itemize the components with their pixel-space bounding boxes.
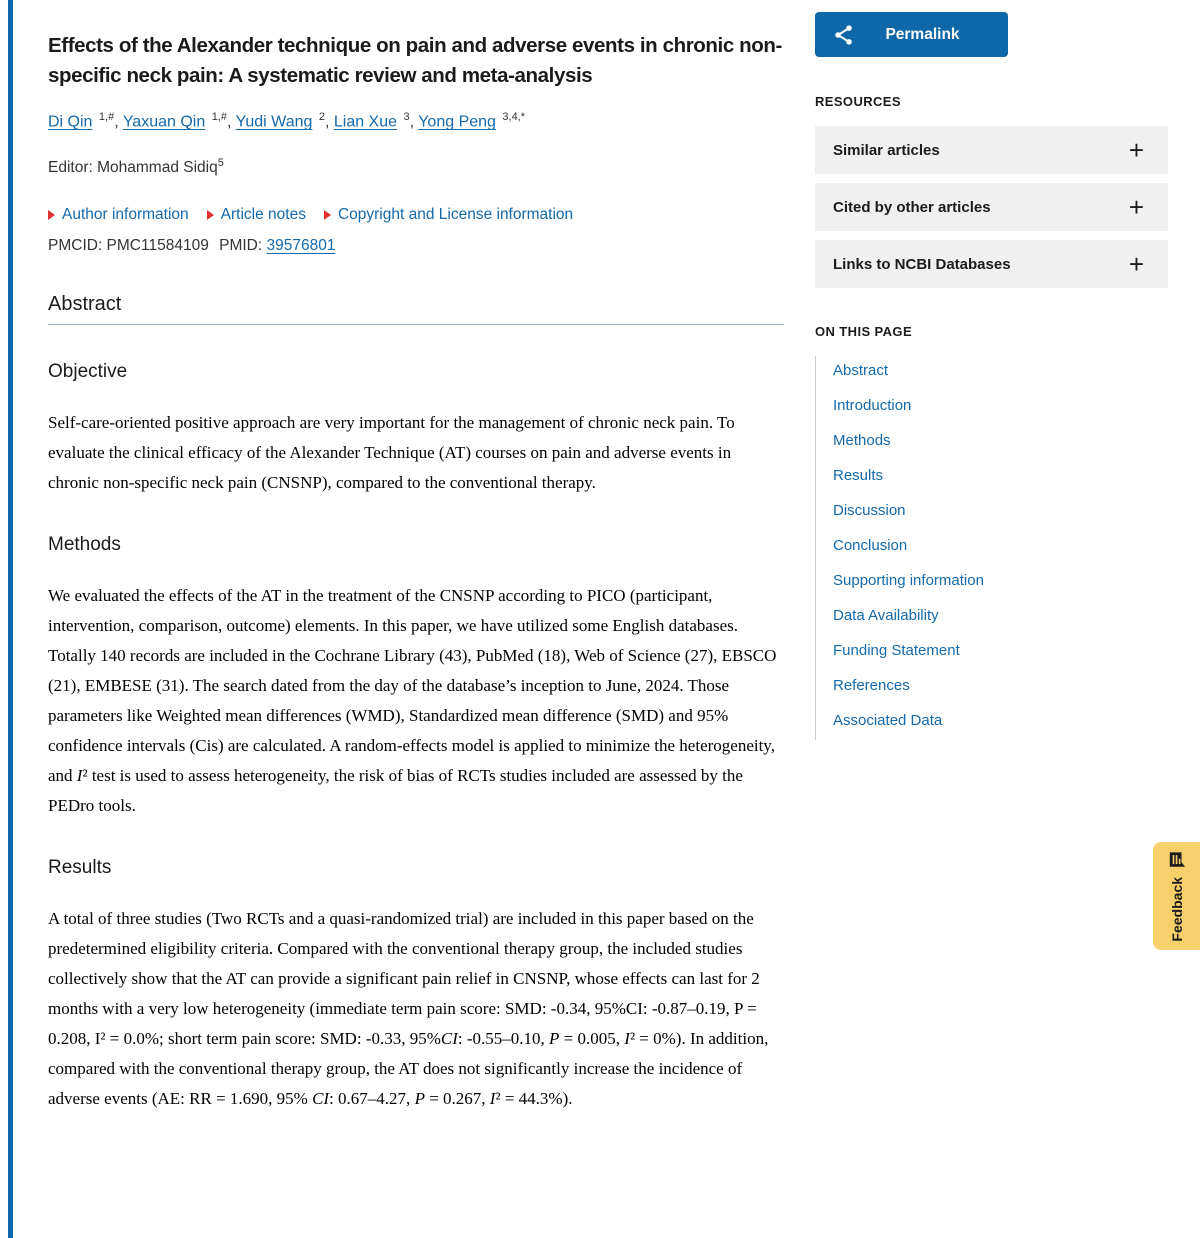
italic-text: P <box>414 1089 425 1109</box>
section-paragraph <box>48 904 784 1114</box>
nav-item <box>833 502 1168 520</box>
article-ids-line <box>48 237 784 255</box>
nav-item <box>833 677 1168 695</box>
nav-link-introduction[interactable]: Introduction <box>833 397 912 414</box>
expand-arrow-icon <box>207 210 214 220</box>
nav-item <box>833 712 1168 730</box>
pmcid-value: PMCID: PMC11584109 <box>48 237 209 255</box>
author-superscript: 3 <box>403 111 410 123</box>
abstract-heading: Abstract <box>48 293 784 325</box>
accordion-similar-articles[interactable] <box>815 126 1168 174</box>
text-run: : -0.55–0.10, <box>457 1029 550 1049</box>
author-link[interactable]: Yudi Wang <box>235 113 313 131</box>
author-link[interactable]: Lian Xue <box>333 113 398 131</box>
on-this-page-heading: ON THIS PAGE <box>815 324 913 339</box>
share-icon <box>833 24 855 46</box>
italic-text: I <box>489 1089 496 1109</box>
plus-icon: + <box>1128 249 1144 279</box>
meta-link <box>207 206 306 224</box>
nav-link-references[interactable]: References <box>833 677 910 694</box>
pmid-label: PMID: <box>219 237 263 255</box>
nav-link-associated-data[interactable]: Associated Data <box>833 712 943 729</box>
author-link[interactable]: Yaxuan Qin <box>122 113 206 131</box>
nav-item <box>833 397 1168 415</box>
abstract-sections <box>48 361 784 1114</box>
page-title: Effects of the Alexander technique on pain and adverse events in chronic non-specific neck pain: A systematic review and meta-analysis <box>48 34 782 87</box>
text-run: Self-care-oriented positive approach are very important for the management of chronic neck pain. To evaluate the clinical efficacy of the Alexander Technique (AT) courses on pain and adverse events in chronic non-specific neck pain (CNSNP), compared to the conventional therapy. <box>48 413 735 493</box>
text-run: = 0.267, <box>424 1089 490 1109</box>
article-meta-links <box>48 206 784 224</box>
nav-link-conclusion[interactable]: Conclusion <box>833 537 908 554</box>
italic-text: CI <box>440 1029 458 1049</box>
section-heading-objective: Objective <box>48 361 128 383</box>
resources-accordion <box>815 126 1168 288</box>
text-run: ² test is used to assess heterogeneity, the risk of bias of RCTs studies included are assessed by the PEDro tools. <box>48 766 743 816</box>
nav-link-supporting-information[interactable]: Supporting information <box>833 572 984 589</box>
section-heading-results: Results <box>48 857 112 879</box>
on-this-page-nav <box>815 356 1168 740</box>
nav-item <box>833 467 1168 485</box>
nav-item <box>833 362 1168 380</box>
resources-heading: RESOURCES <box>815 94 901 109</box>
meta-link-copyright-and-license-information[interactable]: Copyright and License information <box>337 206 574 224</box>
editor-superscript: 5 <box>217 157 224 170</box>
meta-link <box>48 206 189 224</box>
plus-icon: + <box>1128 192 1144 222</box>
nav-link-data-availability[interactable]: Data Availability <box>833 607 939 624</box>
text-run: ² = 44.3%). <box>495 1089 573 1109</box>
italic-text: P <box>549 1029 560 1049</box>
nav-item <box>833 537 1168 555</box>
nav-item <box>833 572 1168 590</box>
expand-arrow-icon <box>324 210 331 220</box>
author-superscript: 1,# <box>98 111 115 123</box>
editor-name: Editor: Mohammad Sidiq <box>48 159 218 177</box>
feedback-tab[interactable] <box>1153 842 1200 950</box>
section-paragraph <box>48 408 784 498</box>
nav-item <box>833 642 1168 660</box>
author-superscript: 2 <box>318 111 325 123</box>
accordion-links-to-ncbi-databases[interactable] <box>815 240 1168 288</box>
text-run: : 0.67–4.27, <box>329 1089 415 1109</box>
article-main-column <box>48 0 784 1114</box>
editor-line <box>48 157 784 177</box>
feedback-label: Feedback <box>1168 876 1185 942</box>
pmid-link[interactable]: 39576801 <box>266 237 336 255</box>
feedback-icon <box>1168 851 1186 869</box>
plus-icon: + <box>1128 135 1144 165</box>
nav-link-results[interactable]: Results <box>833 467 884 484</box>
author-link[interactable]: Di Qin <box>48 113 93 131</box>
text-run: ² = 0%). In addition, compared with the conventional therapy group, the AT does not significantly increase the incidence of adverse events (AE: RR = 1.690, 95% <box>48 1029 769 1109</box>
nav-link-abstract[interactable]: Abstract <box>833 362 889 379</box>
italic-text: I <box>624 1029 630 1049</box>
nav-link-methods[interactable]: Methods <box>833 432 891 449</box>
nav-link-funding-statement[interactable]: Funding Statement <box>833 642 960 659</box>
right-sidebar <box>815 12 1168 740</box>
italic-text: I <box>76 766 83 786</box>
author-superscript: 3,4,* <box>502 111 526 123</box>
meta-link-author-information[interactable]: Author information <box>62 206 189 224</box>
meta-link-article-notes[interactable]: Article notes <box>220 206 306 224</box>
text-run: A total of three studies (Two RCTs and a quasi-randomized trial) are included in this paper based on the predetermined eligibility criteria. Compared with the conventional therapy group, the included studies collectively show that the AT can provide a significant pain relief in CNSNP, whose effects can last for 2 months with a very low heterogeneity (immediate term pain score: SMD: -0.34, 95%CI: -0.87–0.19, P = 0.208, I² = 0.0%; short term pain score: SMD: -0.33, 95% <box>48 909 760 1049</box>
accordion-label: Similar articles <box>833 141 940 159</box>
nav-item <box>833 432 1168 450</box>
page-accent-bar <box>8 0 13 1238</box>
author-superscript: 1,# <box>211 111 227 123</box>
permalink-button[interactable] <box>815 12 1008 57</box>
expand-arrow-icon <box>48 210 55 220</box>
accordion-label: Links to NCBI Databases <box>833 255 1011 273</box>
nav-link-discussion[interactable]: Discussion <box>833 502 906 519</box>
text-run: We evaluated the effects of the AT in the treatment of the CNSNP according to PICO (participant, intervention, comparison, outcome) elements. In this paper, we have utilized some English databases. Totally 140 records are included in the Cochrane Library (43), PubMed (18), Web of Science (27), EBSCO (21), EMBESE (31). The search dated from the day of the database’s inception to June, 2024. Those parameters like Weighted mean differences (WMD), Standardized mean difference (SMD) and 95% confidence intervals (Cis) are calculated. A random-effects model is applied to minimize the heterogeneity, and <box>48 586 777 786</box>
section-paragraph <box>48 581 784 821</box>
author-list: Di Qin $^{1,\#}$, Yaxuan Qin $^{1,\#}$, Yudi Wang $^2$, Lian Xue $^3$, Yong Peng $^{3,4,*}$ <box>48 111 526 131</box>
italic-text: CI <box>312 1089 330 1109</box>
permalink-label: Permalink <box>885 25 960 43</box>
text-run: = 0.005, <box>559 1029 625 1049</box>
nav-item <box>833 607 1168 625</box>
meta-link <box>324 206 573 224</box>
author-link[interactable]: Yong Peng <box>418 113 496 131</box>
accordion-cited-by-other-articles[interactable] <box>815 183 1168 231</box>
section-heading-methods: Methods <box>48 534 121 556</box>
accordion-label: Cited by other articles <box>833 198 991 216</box>
